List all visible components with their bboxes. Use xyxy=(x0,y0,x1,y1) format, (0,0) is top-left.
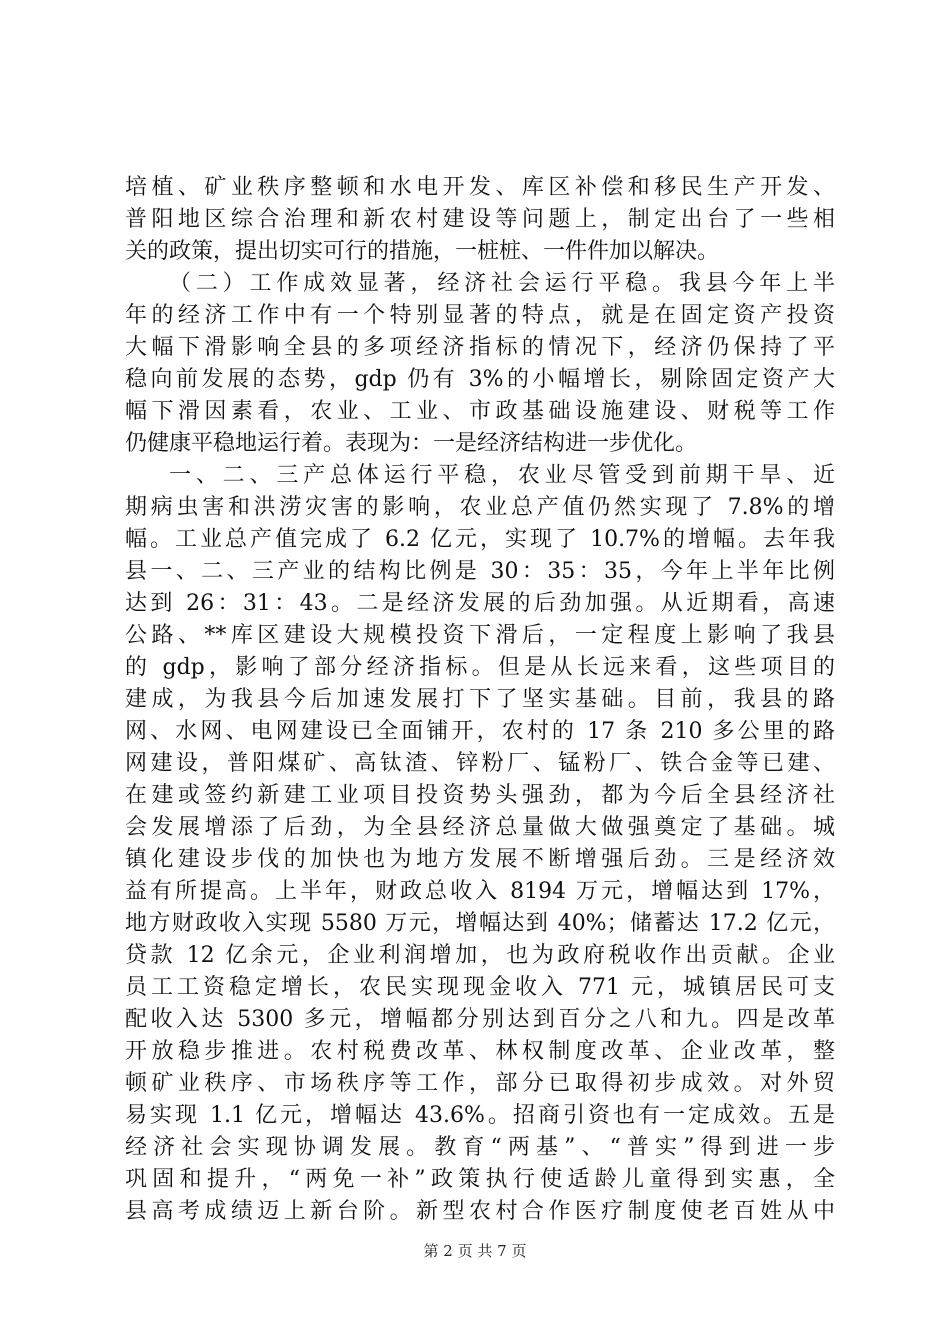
text-line: （二）工作成效显著，经济社会运行平稳。我县今年上半 xyxy=(169,271,835,296)
text-line: 巩固和提升，“两免一补”政策执行使适龄儿童得到实惠，全 xyxy=(125,1167,835,1192)
text-line: 普阳地区综合治理和新农村建设等问题上，制定出台了一些相 xyxy=(125,207,835,232)
text-line: 网建设，普阳煤矿、高钛渣、锌粉厂、锰粉厂、铁合金等已建、 xyxy=(125,751,835,776)
text-line: 县高考成绩迈上新台阶。新型农村合作医疗制度使老百姓从中 xyxy=(125,1199,835,1224)
text-line: 稳向前发展的态势，gdp 仍有 3%的小幅增长，剔除固定资产大 xyxy=(125,367,835,392)
text-line: 建成，为我县今后加速发展打下了坚实基础。目前，我县的路 xyxy=(125,687,835,712)
text-line: 经济社会实现协调发展。教育“两基”、“普实”得到进一步 xyxy=(125,1135,835,1160)
text-line: 幅下滑因素看，农业、工业、市政基础设施建设、财税等工作 xyxy=(125,399,835,424)
text-line: 培植、矿业秩序整顿和水电开发、库区补偿和移民生产开发、 xyxy=(125,175,835,200)
text-line: 关的政策，提出切实可行的措施，一桩桩、一件件加以解决。 xyxy=(125,239,720,264)
text-line: 开放稳步推进。农村税费改革、林权制度改革、企业改革，整 xyxy=(125,1039,835,1064)
text-line: 幅。工业总产值完成了 6.2 亿元，实现了 10.7%的增幅。去年我 xyxy=(125,527,835,552)
text-line: 的 gdp，影响了部分经济指标。但是从长远来看，这些项目的 xyxy=(125,655,835,680)
text-line: 网、水网、电网建设已全面铺开，农村的 17 条 210 多公里的路 xyxy=(125,719,835,744)
text-line: 期病虫害和洪涝灾害的影响，农业总产值仍然实现了 7.8%的增 xyxy=(125,495,835,520)
text-line: 县一、二、三产业的结构比例是 30：35：35，今年上半年比例 xyxy=(125,559,835,584)
text-line: 顿矿业秩序、市场秩序等工作，部分已取得初步成效。对外贸 xyxy=(125,1071,835,1096)
text-line: 贷款 12 亿余元，企业利润增加，也为政府税收作出贡献。企业 xyxy=(125,943,835,968)
text-line: 地方财政收入实现 5580 万元，增幅达到 40%；储蓄达 17.2 亿元， xyxy=(125,911,835,936)
text-line: 在建或签约新建工业项目投资势头强劲，都为今后全县经济社 xyxy=(125,783,835,808)
text-line: 大幅下滑影响全县的多项经济指标的情况下，经济仍保持了平 xyxy=(125,335,835,360)
text-line: 达到 26：31：43。二是经济发展的后劲加强。从近期看，高速 xyxy=(125,591,835,616)
text-line: 一、二、三产总体运行平稳，农业尽管受到前期干旱、近 xyxy=(169,463,835,488)
text-line: 镇化建设步伐的加快也为地方发展不断增强后劲。三是经济效 xyxy=(125,847,835,872)
text-line: 仍健康平稳地运行着。表现为：一是经济结构进一步优化。 xyxy=(125,431,698,456)
text-line: 易实现 1.1 亿元，增幅达 43.6%。招商引资也有一定成效。五是 xyxy=(125,1103,835,1128)
text-line: 益有所提高。上半年，财政总收入 8194 万元，增幅达到 17%， xyxy=(125,879,835,904)
document-body xyxy=(125,172,835,1228)
text-line: 配收入达 5300 多元，增幅都分别达到百分之八和九。四是改革 xyxy=(125,1007,835,1032)
page-number-footer: 第 2 页 共 7 页 xyxy=(423,1242,527,1260)
text-line: 员工工资稳定增长，农民实现现金收入 771 元，城镇居民可支 xyxy=(125,975,835,1000)
text-line: 公路、**库区建设大规模投资下滑后，一定程度上影响了我县 xyxy=(125,623,835,648)
text-line: 会发展增添了后劲，为全县经济总量做大做强奠定了基础。城 xyxy=(125,815,835,840)
text-line: 年的经济工作中有一个特别显著的特点，就是在固定资产投资 xyxy=(125,303,835,328)
